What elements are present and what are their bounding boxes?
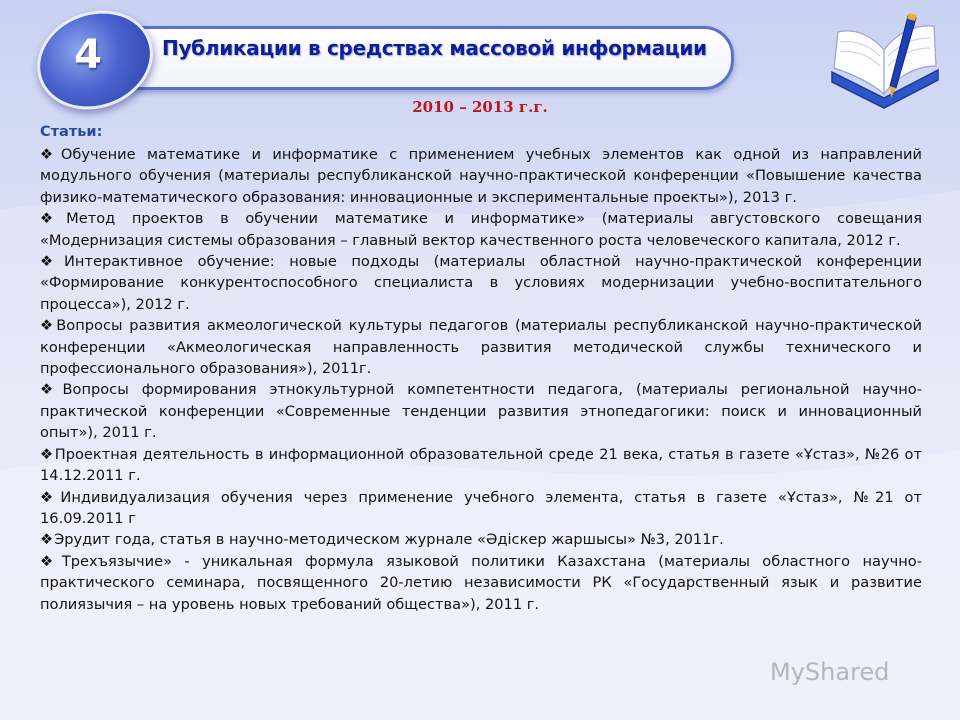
list-item [40, 379, 922, 443]
period-heading: 2010 – 2013 г.г. [412, 98, 548, 116]
article-text: Обучение математике и информатике с применением учебных элементов как одной из направлений модульного обучения (материалы республиканской научно-практической конференции «Повышение качества физико-математического образования: инновационные и экспериментальные проекты»), 2013 г. [40, 146, 922, 206]
article-text: Вопросы формирования этнокультурной компетентности педагога, (материалы региональной научно-практической конференции «Современные тенденции развития этнопедагогики: поиск и инновационный опыт»), 2011 г. [40, 381, 922, 442]
list-item [40, 144, 922, 208]
list-item [40, 551, 922, 615]
article-text: Метод проектов в обучении математике и информатике» (материалы августовского совещания «Модернизация системы образования – главный вектор качественного роста человеческого капитала, 2012 г. [40, 210, 923, 249]
article-text: Эрудит года, статья в научно-методическом журнале «Әдіскер жаршысы» №3, 2011г. [54, 531, 724, 549]
article-text: Проектная деятельность в информационной образовательной среде 21 века, статья в газете «Ұстаз», №26 от 14.12.2011 г. [40, 445, 922, 485]
diamond-bullet-icon: ❖ [40, 146, 60, 163]
list-item [40, 208, 922, 251]
diamond-bullet-icon: ❖ [40, 317, 56, 335]
watermark: MyShared [770, 658, 890, 686]
articles-list [40, 144, 922, 615]
list-item [40, 529, 922, 550]
list-item [40, 315, 922, 379]
diamond-bullet-icon: ❖ [40, 253, 64, 271]
diamond-bullet-icon: ❖ [40, 488, 60, 506]
article-text: Интерактивное обучение: новые подходы (материалы областной научно-практической конференции «Формирование конкурентоспособного специалиста в условиях модернизации учебно-воспитательного процесса»), 2012 г. [40, 253, 922, 313]
diamond-bullet-icon: ❖ [40, 381, 62, 399]
page-title: Публикации в средствах массовой информации [162, 36, 707, 60]
list-item [40, 444, 922, 487]
diamond-bullet-icon: ❖ [40, 552, 61, 570]
list-item [40, 487, 922, 530]
article-text: Вопросы развития акмеологической культуры педагогов (материалы республиканской научно-практической конференции «Акмеологическая направленность развития методической службы технического и профессионального образования»), 2011г. [40, 317, 922, 378]
section-label: Статьи: [40, 124, 103, 140]
diamond-bullet-icon: ❖ [40, 210, 66, 228]
slide-number: 4 [74, 32, 102, 78]
diamond-bullet-icon: ❖ [40, 445, 54, 463]
article-text: Индивидуализация обучения через применение учебного элемента, статья в газете «Ұстаз», №21 от 16.09.2011 г [40, 488, 922, 527]
list-item [40, 251, 922, 315]
article-text: Трехъязычие» - уникальная формула языковой политики Казахстана (материалы областного научно-практического семинара, посвященного 20-летию независимости РК «Государственный язык и развитие полиязычия – на уровень новых требований общества»), 2011 г. [40, 552, 922, 613]
diamond-bullet-icon: ❖ [40, 531, 54, 549]
